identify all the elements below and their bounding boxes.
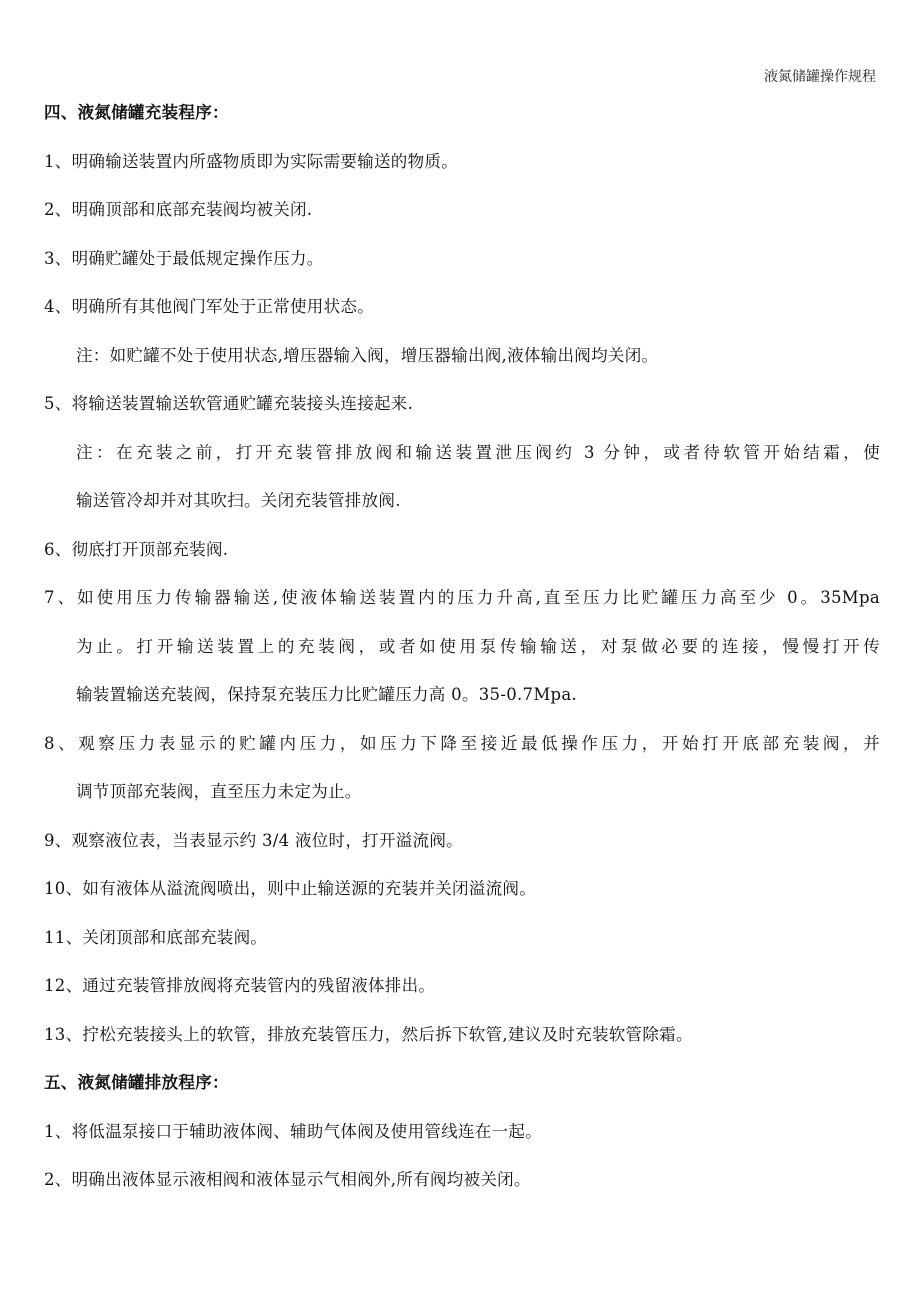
text-line: 注：在充装之前，打开充装管排放阀和输送装置泄压阀约 3 分钟，或者待软管开始结霜，使	[76, 442, 880, 462]
text-line: 4、明确所有其他阀门军处于正常使用状态。	[44, 297, 374, 316]
text-line: 13、拧松充装接头上的软管，排放充装管压力，然后拆下软管,建议及时充装软管除霜。	[44, 1024, 693, 1044]
text-line: 7、如使用压力传输器输送,使液体输送装置内的压力升高,直至压力比贮罐压力高至少 0。35Mpa	[44, 588, 880, 607]
text-line: 调节顶部充装阀，直至压力未定为止。	[76, 782, 362, 801]
text-line: 5、将输送装置输送软管通贮罐充装接头连接起来.	[44, 394, 414, 413]
section-heading: 四、液氮储罐充装程序：	[44, 103, 229, 122]
page-header-title: 液氮储罐操作规程	[764, 69, 876, 85]
text-line: 输送管冷却并对其吹扫。关闭充装管排放阀.	[76, 491, 401, 510]
text-line: 1、明确输送装置内所盛物质即为实际需要输送的物质。	[44, 151, 458, 171]
text-line: 12、通过充装管排放阀将充装管内的残留液体排出。	[44, 976, 436, 995]
text-line: 8、观察压力表显示的贮罐内压力，如压力下降至接近最低操作压力，开始打开底部充装阀，并	[44, 733, 880, 753]
text-line: 11、关闭顶部和底部充装阀。	[44, 927, 268, 947]
section-heading: 五、液氮储罐排放程序：	[44, 1073, 229, 1092]
text-line: 为止。打开输送装置上的充装阀，或者如使用泵传输输送，对泵做必要的连接，慢慢打开传	[76, 636, 880, 656]
text-line: 2、明确出液体显示液相阀和液体显示气相阀外,所有阀均被关闭。	[44, 1170, 531, 1189]
document-body	[44, 98, 880, 1214]
text-line: 输装置输送充装阀，保持泵充装压力比贮罐压力高 0。35-0.7Mpa.	[76, 685, 578, 704]
text-line: 10、如有液体从溢流阀喷出，则中止输送源的充装并关闭溢流阀。	[44, 879, 536, 898]
text-line: 9、观察液位表，当表显示约 3/4 液位时，打开溢流阀。	[44, 830, 463, 850]
text-line: 3、明确贮罐处于最低规定操作压力。	[44, 248, 324, 268]
text-line: 1、将低温泵接口于辅助液体阀、辅助气体阀及使用管线连在一起。	[44, 1121, 542, 1141]
text-line: 6、彻底打开顶部充装阀.	[44, 539, 229, 559]
text-line: 注：如贮罐不处于使用状态,增压器输入阀，增压器输出阀,液体输出阀均关闭。	[76, 345, 659, 365]
text-line: 2、明确顶部和底部充装阀均被关闭.	[44, 200, 313, 219]
